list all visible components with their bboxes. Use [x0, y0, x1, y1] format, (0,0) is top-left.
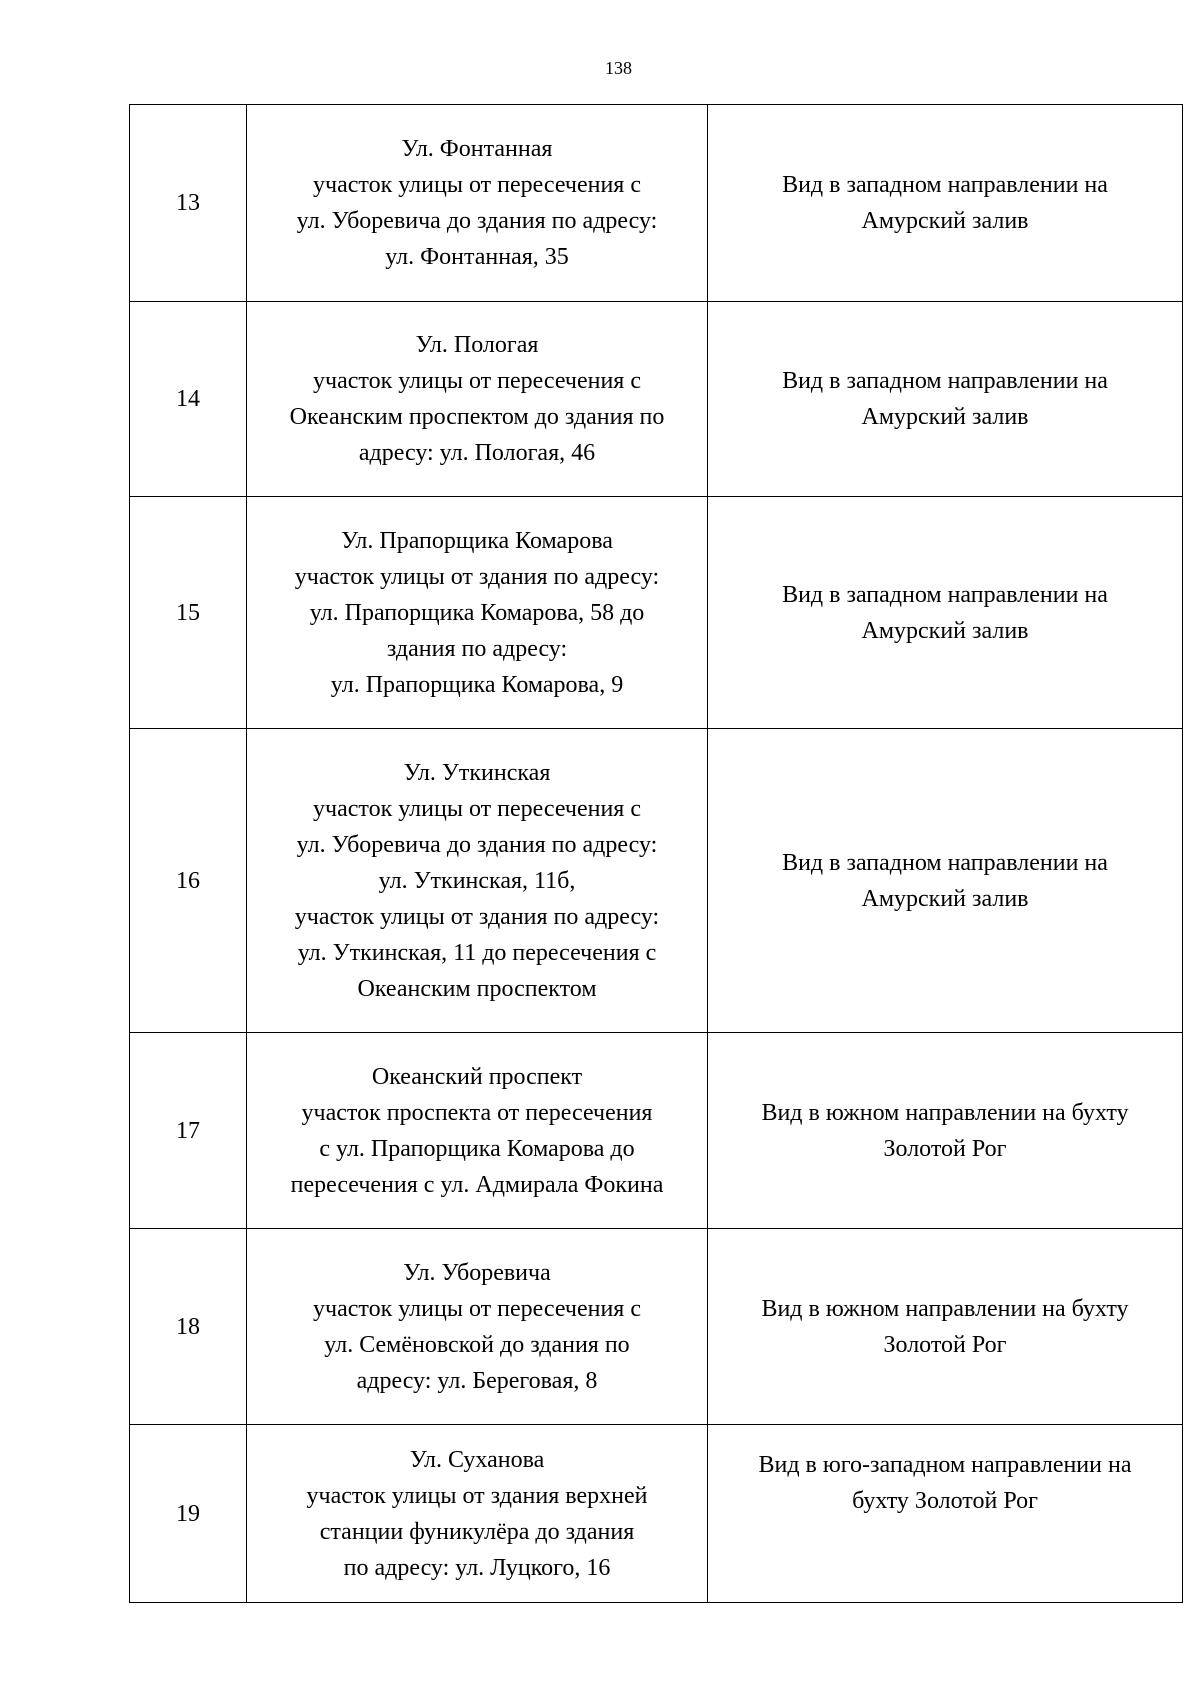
location-description [247, 729, 708, 1033]
description-line: здания по адресу: [386, 635, 568, 662]
description-line: ул. Прапорщика Комарова, 58 до [309, 599, 645, 626]
description-line: ул. Прапорщика Комарова, 9 [330, 671, 624, 698]
description-line: Ул. Уборевича [403, 1259, 551, 1286]
view-direction [708, 105, 1183, 302]
row-number: 14 [130, 302, 247, 497]
view-line: Амурский залив [861, 885, 1029, 912]
description-line: участок улицы от здания по адресу: [294, 563, 660, 590]
description-line: Ул. Прапорщика Комарова [341, 527, 613, 554]
table-row [130, 497, 1183, 729]
view-line: Вид в южном направлении на бухту [761, 1099, 1129, 1126]
description-line: Океанским проспектом [357, 975, 597, 1002]
row-number: 13 [130, 105, 247, 302]
view-direction [708, 302, 1183, 497]
location-description [247, 1033, 708, 1229]
view-line: Золотой Рог [883, 1135, 1007, 1162]
view-line: бухту Золотой Рог [852, 1488, 1038, 1514]
description-line: участок улицы от пересечения с [313, 1295, 641, 1322]
description-line: участок улицы от пересечения с [313, 795, 641, 822]
description-line: Океанским проспектом до здания по [289, 404, 665, 430]
description-line: Океанский проспект [371, 1063, 583, 1090]
view-line: Вид в западном направлении на [782, 172, 1108, 198]
view-direction [708, 729, 1183, 1033]
description-line: участок проспекта от пересечения [301, 1099, 653, 1126]
view-direction [708, 1425, 1183, 1603]
description-line: адресу: ул. Береговая, 8 [356, 1367, 598, 1394]
description-line: ул. Семёновской до здания по [324, 1331, 630, 1358]
description-line: Ул. Уткинская [403, 759, 551, 786]
row-number: 17 [130, 1033, 247, 1229]
view-line: Амурский залив [861, 404, 1029, 430]
view-line: Вид в юго-западном направлении на [758, 1452, 1132, 1478]
table-row [130, 105, 1183, 302]
description-line: участок улицы от пересечения с [313, 172, 641, 198]
location-description [247, 497, 708, 729]
viewpoints-table [129, 104, 1183, 1603]
view-line: Амурский залив [861, 617, 1029, 644]
table-row [130, 302, 1183, 497]
location-description [247, 1229, 708, 1425]
description-line: ул. Фонтанная, 35 [385, 244, 569, 270]
description-line: ул. Уборевича до здания по адресу: [296, 831, 658, 858]
location-description [247, 1425, 708, 1603]
page-number: 138 [605, 58, 632, 78]
row-number: 16 [130, 729, 247, 1033]
description-line: адресу: ул. Пологая, 46 [358, 440, 596, 466]
description-line: ул. Уборевича до здания по адресу: [296, 208, 658, 234]
view-line: Вид в западном направлении на [782, 849, 1108, 876]
description-line: с ул. Прапорщика Комарова до [319, 1135, 635, 1162]
description-line: ул. Уткинская, 11б, [378, 867, 576, 894]
table-row [130, 1425, 1183, 1603]
view-line: Золотой Рог [883, 1331, 1007, 1358]
view-line: Вид в южном направлении на бухту [761, 1295, 1129, 1322]
description-line: участок улицы от здания по адресу: [294, 903, 660, 930]
view-direction [708, 497, 1183, 729]
description-line: Ул. Фонтанная [401, 136, 553, 162]
view-line: Амурский залив [861, 208, 1029, 234]
description-line: Ул. Пологая [415, 332, 539, 358]
description-line: ул. Уткинская, 11 до пересечения с [297, 939, 657, 966]
description-line: станции фуникулёра до здания [319, 1518, 635, 1545]
description-line: пересечения с ул. Адмирала Фокина [290, 1171, 664, 1198]
view-line: Вид в западном направлении на [782, 368, 1108, 394]
view-direction [708, 1033, 1183, 1229]
description-line: участок улицы от здания верхней [306, 1482, 648, 1509]
row-number: 19 [130, 1425, 247, 1603]
location-description [247, 105, 708, 302]
table-row [130, 1229, 1183, 1425]
view-line: Вид в западном направлении на [782, 581, 1108, 608]
description-line: Ул. Суханова [409, 1446, 545, 1473]
row-number: 18 [130, 1229, 247, 1425]
row-number: 15 [130, 497, 247, 729]
view-direction [708, 1229, 1183, 1425]
description-line: по адресу: ул. Луцкого, 16 [343, 1554, 611, 1581]
table-row [130, 1033, 1183, 1229]
table-row [130, 729, 1183, 1033]
location-description [247, 302, 708, 497]
description-line: участок улицы от пересечения с [313, 368, 641, 394]
